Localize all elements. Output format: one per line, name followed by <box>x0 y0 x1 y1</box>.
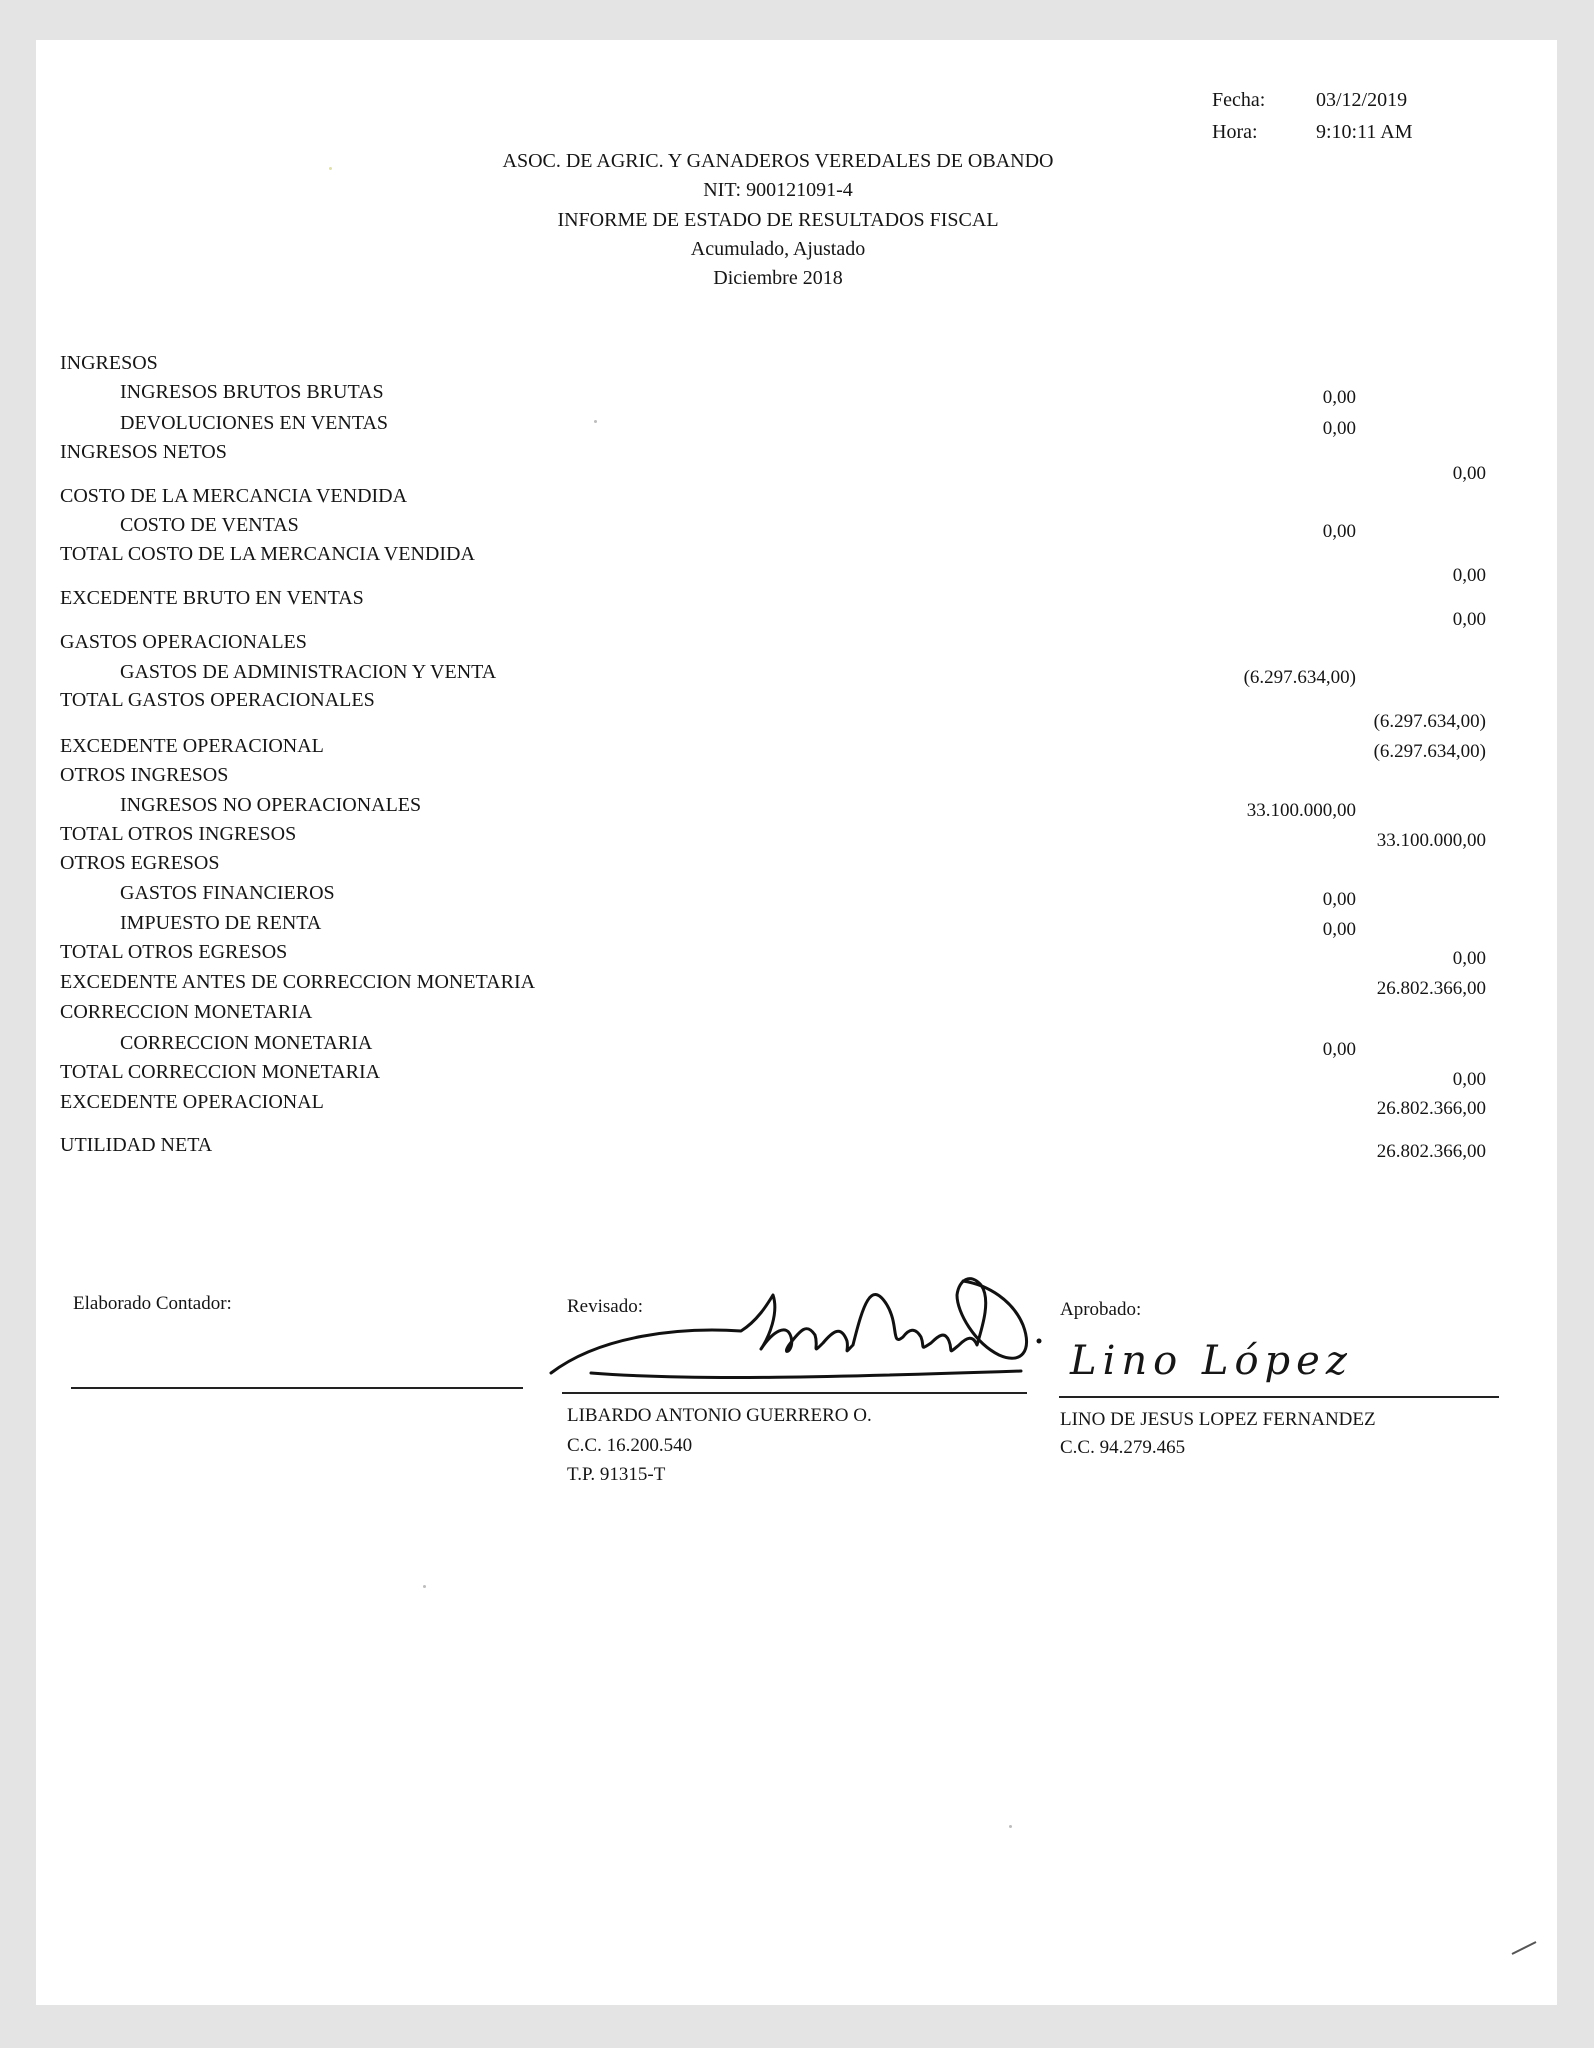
row-label: UTILIDAD NETA <box>60 1134 213 1156</box>
report-period: Diciembre 2018 <box>713 267 843 289</box>
row-detail-value: 0,00 <box>1322 1039 1356 1060</box>
aprobado-label: Aprobado: <box>1060 1299 1142 1320</box>
row-label: TOTAL OTROS EGRESOS <box>60 941 288 963</box>
revisado-signature-scribble <box>511 1265 1071 1385</box>
row-total-value: 0,00 <box>1452 609 1486 630</box>
revisado-name: LIBARDO ANTONIO GUERRERO O. <box>567 1405 872 1426</box>
scan-speck <box>594 420 597 423</box>
aprobado-signature-line <box>1059 1396 1499 1398</box>
row-total-value: 0,00 <box>1452 565 1486 586</box>
row-total-value: 0,00 <box>1452 463 1486 484</box>
row-label: OTROS EGRESOS <box>60 852 220 874</box>
row-label: DEVOLUCIONES EN VENTAS <box>120 412 389 434</box>
row-detail-value: 0,00 <box>1322 889 1356 910</box>
row-label: EXCEDENTE OPERACIONAL <box>60 735 324 757</box>
row-label: COSTO DE VENTAS <box>120 514 299 536</box>
row-label: INGRESOS NO OPERACIONALES <box>120 794 422 816</box>
row-total-value: 26.802.366,00 <box>1376 1098 1486 1119</box>
row-detail-value: 0,00 <box>1322 521 1356 542</box>
row-label: EXCEDENTE OPERACIONAL <box>60 1091 324 1113</box>
hora-label: Hora: <box>1212 121 1258 143</box>
document-page <box>36 40 1557 2005</box>
scan-speck <box>329 167 332 170</box>
row-label: TOTAL CORRECCION MONETARIA <box>60 1061 381 1083</box>
elaborado-label: Elaborado Contador: <box>73 1293 232 1314</box>
row-label: OTROS INGRESOS <box>60 764 229 786</box>
elaborado-signature-line <box>71 1387 523 1389</box>
row-label: GASTOS DE ADMINISTRACION Y VENTA <box>120 661 497 683</box>
row-detail-value: (6.297.634,00) <box>1243 667 1356 688</box>
row-detail-value: 0,00 <box>1322 919 1356 940</box>
row-label: CORRECCION MONETARIA <box>120 1032 373 1054</box>
row-detail-value: 33.100.000,00 <box>1246 800 1356 821</box>
row-total-value: 0,00 <box>1452 948 1486 969</box>
row-total-value: 26.802.366,00 <box>1376 978 1486 999</box>
row-label: GASTOS OPERACIONALES <box>60 631 307 653</box>
row-total-value: (6.297.634,00) <box>1373 741 1486 762</box>
row-label: TOTAL COSTO DE LA MERCANCIA VENDIDA <box>60 543 475 565</box>
row-total-value: 33.100.000,00 <box>1376 830 1486 851</box>
fecha-value: 03/12/2019 <box>1316 89 1408 111</box>
report-subtitle: Acumulado, Ajustado <box>690 238 866 260</box>
row-label: TOTAL OTROS INGRESOS <box>60 823 297 845</box>
revisado-signature-line <box>562 1392 1027 1394</box>
row-label: EXCEDENTE ANTES DE CORRECCION MONETARIA <box>60 971 536 993</box>
company-name: ASOC. DE AGRIC. Y GANADEROS VEREDALES DE OBANDO <box>502 150 1054 172</box>
row-label: EXCEDENTE BRUTO EN VENTAS <box>60 587 364 609</box>
scan-mark <box>1510 1938 1540 1958</box>
row-label: INGRESOS BRUTOS BRUTAS <box>120 381 384 403</box>
row-label: INGRESOS NETOS <box>60 441 227 463</box>
revisado-tp: T.P. 91315-T <box>567 1464 666 1485</box>
report-title: INFORME DE ESTADO DE RESULTADOS FISCAL <box>557 209 999 231</box>
scan-speck <box>1009 1825 1012 1828</box>
company-nit: NIT: 900121091-4 <box>703 179 853 201</box>
fecha-label: Fecha: <box>1212 89 1266 111</box>
row-label: IMPUESTO DE RENTA <box>120 912 322 934</box>
row-total-value: 26.802.366,00 <box>1376 1141 1486 1162</box>
aprobado-signature: Lino López <box>1070 1338 1353 1384</box>
scan-speck <box>423 1585 426 1588</box>
row-detail-value: 0,00 <box>1322 387 1356 408</box>
aprobado-name: LINO DE JESUS LOPEZ FERNANDEZ <box>1060 1409 1376 1430</box>
revisado-cc: C.C. 16.200.540 <box>567 1435 693 1456</box>
row-label: GASTOS FINANCIEROS <box>120 882 335 904</box>
row-detail-value: 0,00 <box>1322 418 1356 439</box>
revisado-label: Revisado: <box>567 1296 643 1317</box>
row-total-value: (6.297.634,00) <box>1373 711 1486 732</box>
aprobado-cc: C.C. 94.279.465 <box>1060 1437 1186 1458</box>
row-label: INGRESOS <box>60 352 158 374</box>
row-label: CORRECCION MONETARIA <box>60 1001 313 1023</box>
row-label: COSTO DE LA MERCANCIA VENDIDA <box>60 485 408 507</box>
row-total-value: 0,00 <box>1452 1069 1486 1090</box>
hora-value: 9:10:11 AM <box>1316 121 1413 143</box>
row-label: TOTAL GASTOS OPERACIONALES <box>60 689 375 711</box>
